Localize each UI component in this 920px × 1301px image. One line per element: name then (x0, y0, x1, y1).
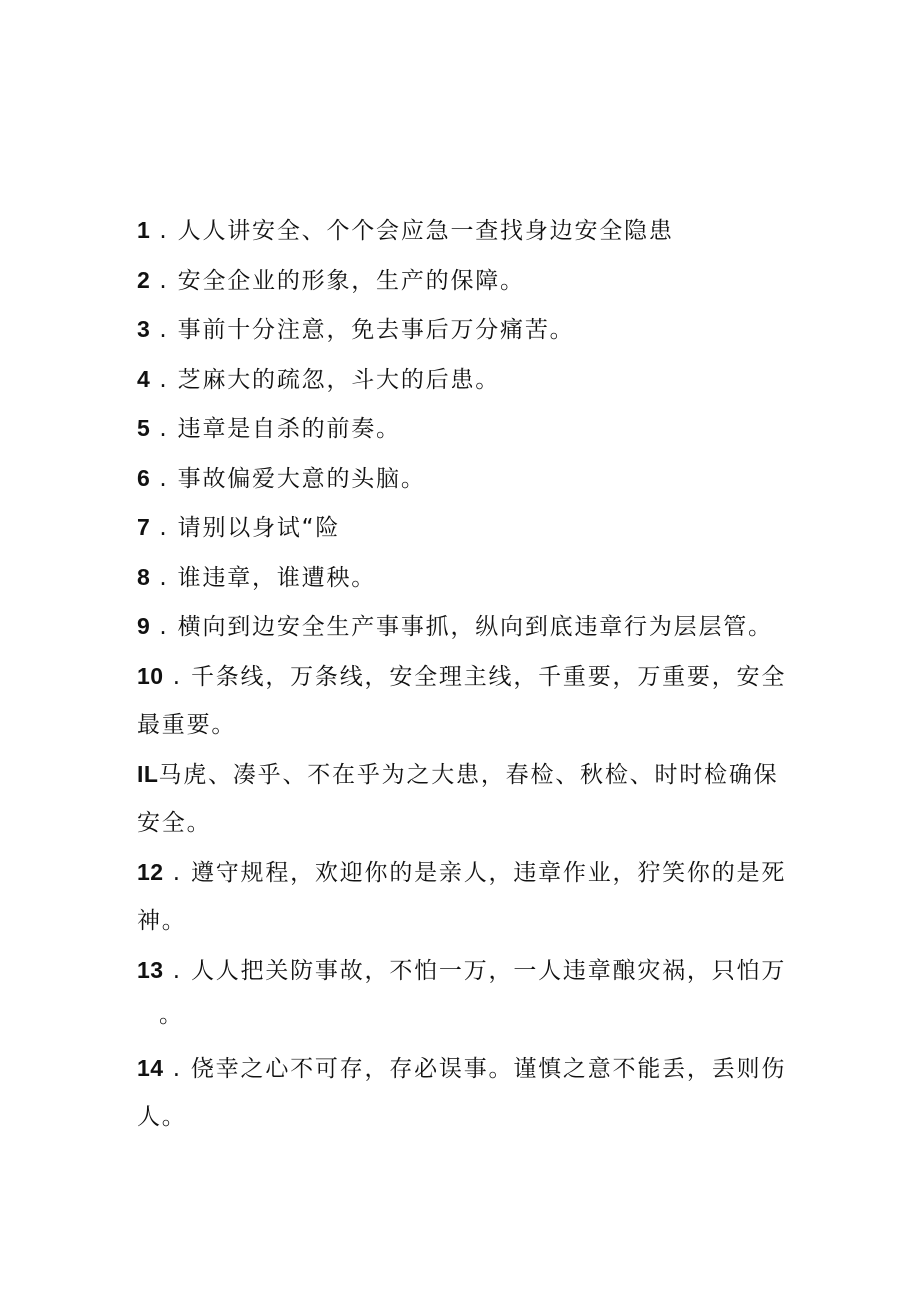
list-item (137, 454, 797, 504)
item-separator: . (150, 564, 178, 591)
item-separator: . (150, 465, 178, 492)
item-text: 谁违章，谁遭秧。 (177, 564, 377, 591)
item-separator: . (150, 317, 178, 343)
item-text: 事前十分注意，免去事后万分痛苦。 (177, 317, 575, 343)
safety-slogan-list (137, 206, 797, 1142)
item-number: 3 (137, 316, 151, 342)
list-item (137, 946, 797, 1044)
item-number: 10 (137, 662, 164, 689)
item-separator: . (150, 366, 178, 393)
item-line (137, 1044, 797, 1094)
list-item (137, 553, 797, 603)
item-number: 14 (137, 1054, 164, 1081)
item-number: 5 (137, 415, 151, 441)
item-separator: . (150, 515, 178, 541)
item-separator: . (150, 614, 178, 640)
item-line (137, 652, 797, 702)
item-text: 违章是自杀的前奏。 (177, 416, 401, 442)
list-item (137, 652, 797, 750)
item-number: 13 (137, 956, 164, 983)
list-item (137, 256, 797, 306)
item-text: 人人讲安全、个个会应急一查找身边安全隐患 (177, 218, 674, 244)
item-text: 请别以身试“险 (177, 515, 341, 541)
item-number: IL (137, 760, 159, 787)
item-continuation: 人。 (137, 1104, 187, 1130)
item-continuation: 最重要。 (137, 712, 237, 738)
item-text: 芝麻大的疏忽，斗大的后患。 (177, 366, 501, 393)
item-text: 横向到边安全生产事事抓，纵向到底违章行为层层管。 (177, 614, 773, 640)
item-text: 人人把关防事故，不怕一万，一人违章酿灾祸，只怕万 (190, 957, 787, 984)
item-separator: . (150, 416, 178, 442)
item-number: 6 (137, 464, 151, 491)
item-text: 千条线，万条线，安全理主线，千重要，万重要，安全 (190, 663, 787, 690)
item-number: 2 (137, 266, 151, 293)
item-separator: . (163, 859, 191, 886)
item-text: 遵守规程，欢迎你的是亲人，违章作业，狞笑你的是死 (190, 859, 787, 886)
list-item (137, 404, 797, 454)
list-item (137, 750, 797, 848)
item-line (137, 848, 797, 898)
item-separator: . (150, 218, 178, 244)
item-number: 12 (137, 858, 164, 885)
item-number: 7 (137, 514, 151, 540)
item-continuation: 安全。 (137, 810, 212, 836)
item-line (137, 750, 797, 800)
item-number: 8 (137, 563, 151, 590)
list-item (137, 355, 797, 405)
item-text: 侥幸之心不可存，存必误事。谨慎之意不能丢，丢则伤 (190, 1055, 787, 1082)
item-continuation: 。 (159, 1002, 184, 1028)
item-text: 安全企业的形象，生产的保障。 (177, 267, 525, 294)
item-line (137, 946, 797, 996)
item-text: 马虎、凑乎、不在乎为之大患，春检、秋检、时时检确保 (158, 761, 779, 788)
item-separator: . (163, 957, 191, 984)
item-number: 9 (137, 613, 151, 639)
item-number: 1 (137, 217, 151, 243)
list-item (137, 503, 797, 553)
item-separator: . (163, 663, 191, 690)
list-item (137, 305, 797, 355)
item-separator: . (163, 1055, 191, 1082)
item-text: 事故偏爱大意的头脑。 (177, 465, 426, 492)
list-item (137, 848, 797, 946)
item-number: 4 (137, 365, 151, 392)
item-continuation: 神。 (137, 908, 187, 934)
list-item (137, 602, 797, 652)
list-item (137, 206, 797, 256)
list-item (137, 1044, 797, 1142)
item-separator: . (150, 267, 178, 294)
